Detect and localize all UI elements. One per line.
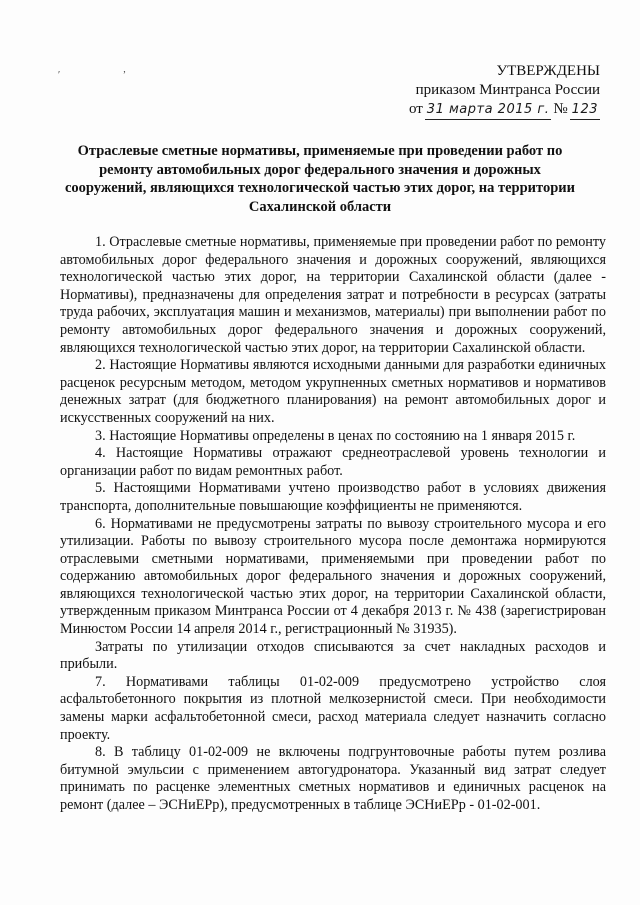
- paragraph-6: 6. Нормативами не предусмотрены затраты по вывозу строительного мусора и его утилизации. Работы по вывозу строительного мусора после демонтажа нормируются отраслевыми сметными нормативами, применяемыми при проведении работ по содержанию автомобильных дорог федерального значения и дорожных сооружений, являющихся технологической частью этих дорог, на территории Сахалинской области, утвержденным приказом Минтранса России от 4 декабря 2013 г. № 438 (зарегистрирован Минюстом России 14 апреля 2014 г., регистрационный № 31935).: [60, 515, 606, 638]
- paragraph-1: 1. Отраслевые сметные нормативы, применяемые при проведении работ по ремонту автомобильных дорог федерального значения и дорожных сооружений, являющихся технологической частью этих дорог, на территории Сахалинской области (далее - Нормативы), предназначены для определения затрат и потребности в ресурсах (затраты труда рабочих, эксплуатация машин и механизмов, материалы) при выполнении работ по ремонту автомобильных дорог федерального значения и дорожных сооружений, являющихся технологической частью этих дорог, на территории Сахалинской области.: [60, 234, 606, 356]
- paragraph-6-note: Затраты по утилизации отходов списываются за счет накладных расходов и прибыли.: [60, 638, 606, 673]
- paragraph-4: 4. Настоящие Нормативы отражают среднеотраслевой уровень технологии и организации работ по видам ремонтных работ.: [60, 445, 606, 479]
- paragraph-2: 2. Настоящие Нормативы являются исходными данными для разработки единичных расценок ресурсным методом, методом укрупненных сметных нормативов и нормативов денежных затрат (для бюджетного планирования) на ремонт автомобильных дорог и искусственных сооружений на них.: [60, 357, 606, 426]
- handwritten-date: 31 марта 2015 г.: [425, 100, 552, 120]
- paragraph-7: 7. Нормативами таблицы 01-02-009 предусмотрено устройство слоя асфальтобетонного покрытия из плотной мелкозернистой смеси. При необходимости замены марки асфальтобетонной смеси, расход материала следует назначить согласно проекту.: [60, 673, 606, 743]
- paragraph-3: 3. Настоящие Нормативы определены в ценах по состоянию на 1 января 2015 г.: [95, 427, 576, 444]
- paragraph-5: 5. Настоящими Нормативами учтено производство работ в условиях движения транспорта, дополнительные повышающие коэффициенты не применяются.: [60, 480, 606, 514]
- number-prefix: №: [553, 101, 568, 117]
- handwritten-number: 123: [570, 100, 600, 120]
- order-line: приказом Минтранса России: [415, 82, 600, 98]
- paragraph-8: 8. В таблицу 01-02-009 не включены подгрунтовочные работы путем розлива битумной эмульсии с применением автогудронатора. Указанный вид затрат следует принимать по расценке элементных сметных нормативов и единичных расценок на ремонт (далее – ЭСНиЕРр), предусмотренных в таблице ЭСНиЕРр - 01-02-001.: [60, 744, 606, 813]
- scan-marks: ′ ’: [58, 70, 157, 81]
- document-body: [60, 234, 606, 815]
- document-title: Отраслевые сметные нормативы, применяемые при проведении работ по ремонту автомобильных дорог федерального значения и дорожных сооружений, являющихся технологической частью этих дорог, на территории Сахалинской области: [65, 143, 575, 215]
- order-date-line: [370, 100, 600, 120]
- approved-heading: УТВЕРЖДЕНЫ: [496, 63, 600, 79]
- approval-block: [370, 62, 600, 120]
- date-prefix: от: [408, 101, 423, 117]
